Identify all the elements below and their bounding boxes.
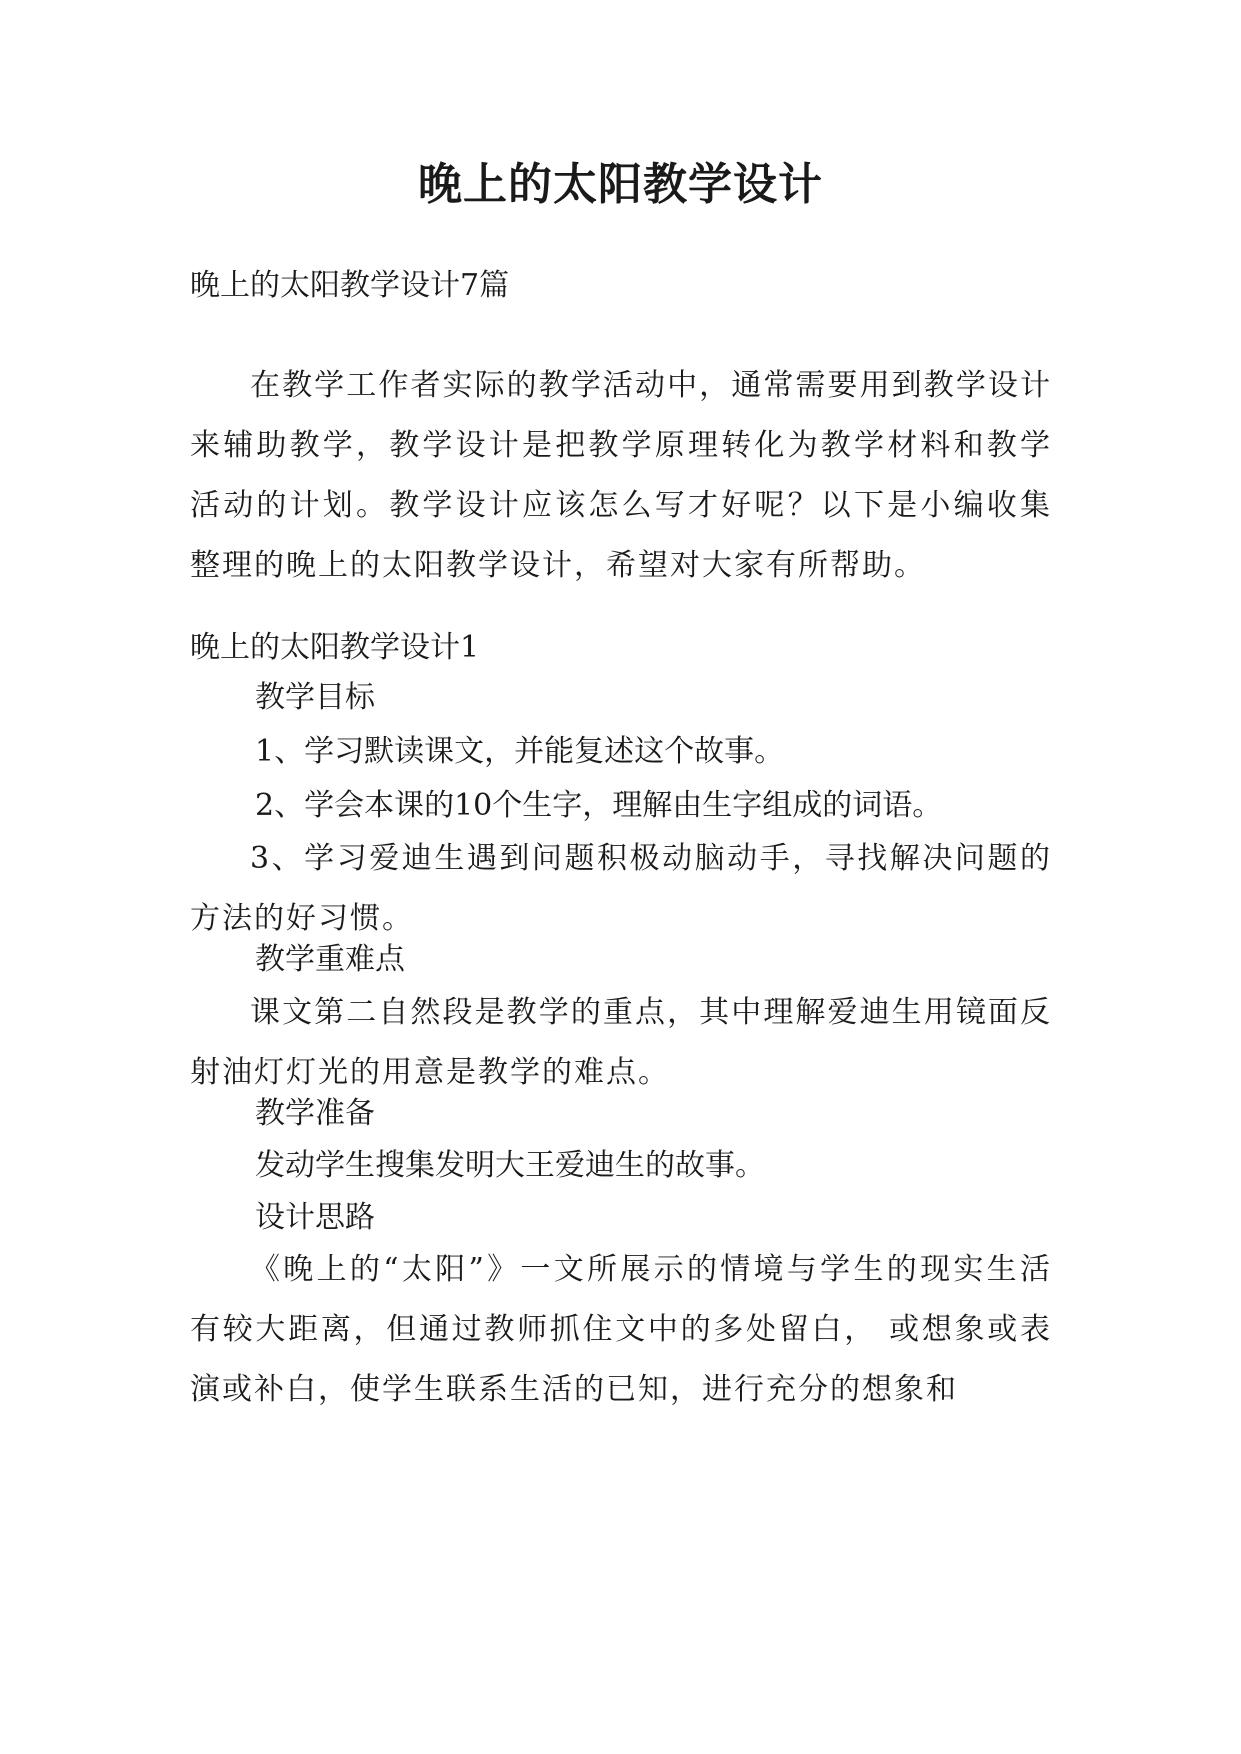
design-paragraph: 《晚上的“太阳”》一文所展示的情境与学生的现实生活有较大距离，但通过教师抓住文中的多处留白， 或想象或表演或补白，使学生联系生活的已知，进行充分的想象和 (190, 1252, 1052, 1407)
goal-item-2: 2、学会本课的10个生字，理解由生字组成的词语。 (255, 788, 943, 823)
preparation-heading: 教学准备 (255, 1096, 375, 1131)
goal-item-3: 3、学习爱迪生遇到问题积极动脑动手，寻找解决问题的方法的好习惯。 (190, 841, 1052, 936)
difficulty-paragraph: 课文第二自然段是教学的重点，其中理解爱迪生用镜面反射油灯灯光的用意是教学的难点。 (190, 995, 1052, 1090)
goal-item-1: 1、学习默读课文，并能复述这个故事。 (255, 734, 785, 769)
goals-heading: 教学目标 (255, 680, 375, 715)
preparation-paragraph: 发动学生搜集发明大王爱迪生的故事。 (255, 1148, 765, 1183)
difficulty-heading: 教学重难点 (255, 942, 405, 977)
section-heading: 晚上的太阳教学设计1 (190, 630, 480, 665)
document-subtitle: 晚上的太阳教学设计7篇 (190, 268, 510, 303)
document-title: 晚上的太阳教学设计 (418, 159, 823, 210)
intro-paragraph: 在教学工作者实际的教学活动中，通常需要用到教学设计来辅助教学，教学设计是把教学原理转化为教学材料和教学活动的计划。教学设计应该怎么写才好呢？以下是小编收集整理的晚上的太阳教学设计，希望对大家有所帮助。 (190, 368, 1052, 583)
design-heading: 设计思路 (255, 1200, 375, 1235)
